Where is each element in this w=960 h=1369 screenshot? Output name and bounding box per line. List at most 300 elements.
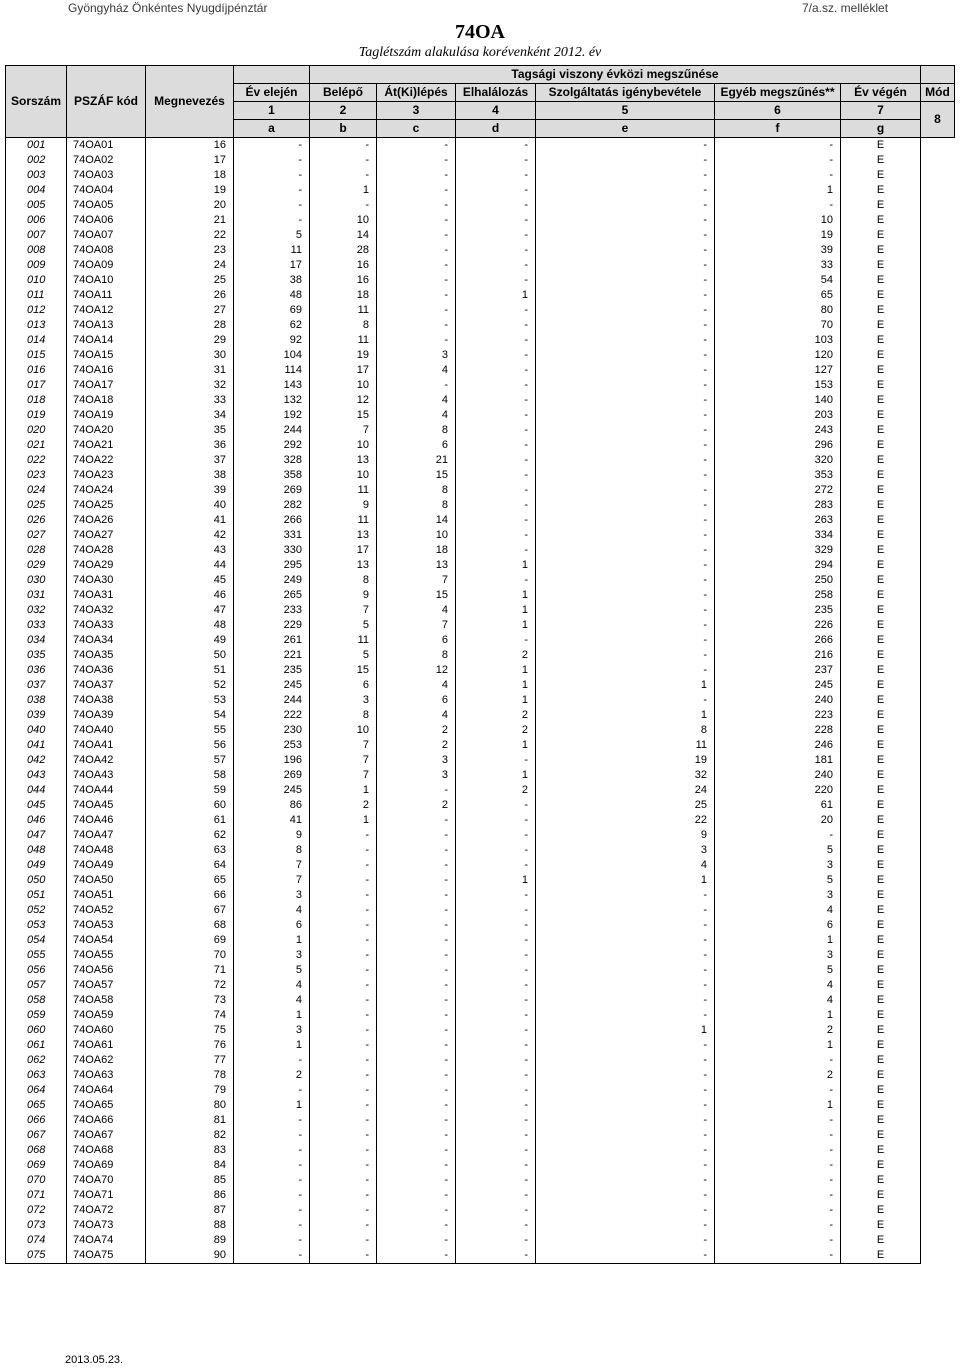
age-cell: 80	[146, 1098, 234, 1113]
belepo-cell: 8	[310, 573, 377, 588]
age-cell: 50	[146, 648, 234, 663]
pszaf-cell: 74OA28	[67, 543, 146, 558]
egyeb-cell: 3	[715, 858, 841, 873]
pszaf-cell: 74OA36	[67, 663, 146, 678]
sorszam-cell: 071	[6, 1188, 67, 1203]
pszaf-cell: 74OA56	[67, 963, 146, 978]
egyeb-cell: -	[715, 1188, 841, 1203]
ev-vegen-cell: E	[841, 1023, 921, 1038]
age-cell: 86	[146, 1188, 234, 1203]
sorszam-cell: 013	[6, 318, 67, 333]
table-row	[6, 783, 955, 798]
sorszam-cell: 015	[6, 348, 67, 363]
ev-vegen-cell: E	[841, 153, 921, 168]
table-row	[6, 1083, 955, 1098]
egyeb-cell: 203	[715, 408, 841, 423]
atkilepes-cell: -	[377, 1248, 456, 1264]
sorszam-cell: 035	[6, 648, 67, 663]
atkilepes-cell: -	[377, 1008, 456, 1023]
sorszam-cell: 006	[6, 213, 67, 228]
ev-vegen-cell: E	[841, 1068, 921, 1083]
elhalalozas-cell: -	[456, 828, 536, 843]
szolgaltatas-cell: -	[536, 963, 715, 978]
ev-elejen-cell: -	[234, 1053, 310, 1068]
table-row	[6, 753, 955, 768]
elhalalozas-cell: -	[456, 213, 536, 228]
table-row	[6, 693, 955, 708]
age-cell: 66	[146, 888, 234, 903]
elhalalozas-cell: -	[456, 513, 536, 528]
pszaf-cell: 74OA33	[67, 618, 146, 633]
table-row	[6, 648, 955, 663]
belepo-cell: 7	[310, 423, 377, 438]
age-cell: 31	[146, 363, 234, 378]
age-cell: 53	[146, 693, 234, 708]
belepo-cell: 19	[310, 348, 377, 363]
table-row	[6, 183, 955, 198]
atkilepes-cell: 4	[377, 408, 456, 423]
belepo-cell: 9	[310, 498, 377, 513]
atkilepes-cell: -	[377, 318, 456, 333]
pszaf-cell: 74OA15	[67, 348, 146, 363]
sorszam-cell: 011	[6, 288, 67, 303]
szolgaltatas-cell: 22	[536, 813, 715, 828]
age-cell: 81	[146, 1113, 234, 1128]
elhalalozas-cell: -	[456, 468, 536, 483]
egyeb-cell: 266	[715, 633, 841, 648]
ev-elejen-cell: 222	[234, 708, 310, 723]
age-cell: 76	[146, 1038, 234, 1053]
sorszam-cell: 008	[6, 243, 67, 258]
szolgaltatas-cell: -	[536, 558, 715, 573]
age-cell: 74	[146, 1008, 234, 1023]
ev-vegen-cell: E	[841, 678, 921, 693]
pszaf-cell: 74OA23	[67, 468, 146, 483]
belepo-cell: 7	[310, 603, 377, 618]
atkilepes-cell: 10	[377, 528, 456, 543]
ev-vegen-cell: E	[841, 948, 921, 963]
szolgaltatas-cell: 32	[536, 768, 715, 783]
sorszam-cell: 020	[6, 423, 67, 438]
pszaf-cell: 74OA71	[67, 1188, 146, 1203]
belepo-cell: 6	[310, 678, 377, 693]
atkilepes-cell: -	[377, 843, 456, 858]
age-cell: 83	[146, 1143, 234, 1158]
ev-vegen-cell: E	[841, 708, 921, 723]
atkilepes-cell: 15	[377, 588, 456, 603]
table-row	[6, 393, 955, 408]
age-cell: 71	[146, 963, 234, 978]
pszaf-cell: 74OA51	[67, 888, 146, 903]
table-row	[6, 1143, 955, 1158]
egyeb-cell: -	[715, 1128, 841, 1143]
sorszam-cell: 010	[6, 273, 67, 288]
szolgaltatas-cell: -	[536, 363, 715, 378]
szolgaltatas-cell: -	[536, 603, 715, 618]
sorszam-cell: 068	[6, 1143, 67, 1158]
table-row	[6, 1023, 955, 1038]
belepo-cell: -	[310, 1098, 377, 1113]
atkilepes-cell: 18	[377, 543, 456, 558]
table-row	[6, 378, 955, 393]
atkilepes-cell: 3	[377, 348, 456, 363]
egyeb-cell: 127	[715, 363, 841, 378]
ev-vegen-cell: E	[841, 483, 921, 498]
pszaf-cell: 74OA12	[67, 303, 146, 318]
pszaf-cell: 74OA45	[67, 798, 146, 813]
szolgaltatas-cell: 1	[536, 678, 715, 693]
elhalalozas-cell: -	[456, 1023, 536, 1038]
atkilepes-cell: -	[377, 813, 456, 828]
belepo-cell: 10	[310, 378, 377, 393]
ev-vegen-cell: E	[841, 903, 921, 918]
egyeb-cell: 80	[715, 303, 841, 318]
elhalalozas-cell: 1	[456, 558, 536, 573]
table-row	[6, 303, 955, 318]
elhalalozas-cell: -	[456, 1113, 536, 1128]
belepo-cell: -	[310, 948, 377, 963]
egyeb-cell: 320	[715, 453, 841, 468]
atkilepes-cell: -	[377, 963, 456, 978]
ev-elejen-cell: 7	[234, 858, 310, 873]
szolgaltatas-cell: -	[536, 528, 715, 543]
age-cell: 57	[146, 753, 234, 768]
header-egyeb: Egyéb megszűnés**	[715, 84, 841, 102]
belepo-cell: 13	[310, 453, 377, 468]
sorszam-cell: 033	[6, 618, 67, 633]
sorszam-cell: 032	[6, 603, 67, 618]
table-row	[6, 273, 955, 288]
ev-vegen-cell: E	[841, 603, 921, 618]
table-row	[6, 528, 955, 543]
atkilepes-cell: 4	[377, 708, 456, 723]
szolgaltatas-cell: 1	[536, 708, 715, 723]
age-cell: 46	[146, 588, 234, 603]
age-cell: 34	[146, 408, 234, 423]
egyeb-cell: -	[715, 1218, 841, 1233]
belepo-cell: -	[310, 1128, 377, 1143]
age-cell: 49	[146, 633, 234, 648]
age-cell: 38	[146, 468, 234, 483]
pszaf-cell: 74OA08	[67, 243, 146, 258]
sorszam-cell: 070	[6, 1173, 67, 1188]
egyeb-cell: -	[715, 828, 841, 843]
szolgaltatas-cell: -	[536, 468, 715, 483]
atkilepes-cell: -	[377, 378, 456, 393]
egyeb-cell: -	[715, 1113, 841, 1128]
atkilepes-cell: 4	[377, 393, 456, 408]
szolgaltatas-cell: 25	[536, 798, 715, 813]
belepo-cell: -	[310, 888, 377, 903]
egyeb-cell: -	[715, 1053, 841, 1068]
elhalalozas-cell: -	[456, 153, 536, 168]
table-row	[6, 918, 955, 933]
ev-elejen-cell: -	[234, 1128, 310, 1143]
age-cell: 43	[146, 543, 234, 558]
ev-elejen-cell: 62	[234, 318, 310, 333]
sorszam-cell: 073	[6, 1218, 67, 1233]
egyeb-cell: 258	[715, 588, 841, 603]
egyeb-cell: 220	[715, 783, 841, 798]
atkilepes-cell: -	[377, 198, 456, 213]
ev-elejen-cell: 5	[234, 228, 310, 243]
belepo-cell: -	[310, 1173, 377, 1188]
atkilepes-cell: -	[377, 783, 456, 798]
szolgaltatas-cell: 9	[536, 828, 715, 843]
egyeb-cell: 240	[715, 693, 841, 708]
age-cell: 58	[146, 768, 234, 783]
egyeb-cell: 2	[715, 1023, 841, 1038]
pszaf-cell: 74OA75	[67, 1248, 146, 1264]
atkilepes-cell: 8	[377, 648, 456, 663]
belepo-cell: -	[310, 138, 377, 154]
sorszam-cell: 074	[6, 1233, 67, 1248]
belepo-cell: 13	[310, 528, 377, 543]
ev-vegen-cell: E	[841, 273, 921, 288]
pszaf-cell: 74OA07	[67, 228, 146, 243]
age-cell: 65	[146, 873, 234, 888]
pszaf-cell: 74OA13	[67, 318, 146, 333]
egyeb-cell: 4	[715, 903, 841, 918]
sorszam-cell: 038	[6, 693, 67, 708]
age-cell: 59	[146, 783, 234, 798]
sorszam-cell: 061	[6, 1038, 67, 1053]
pszaf-cell: 74OA01	[67, 138, 146, 154]
szolgaltatas-cell: -	[536, 228, 715, 243]
ev-elejen-cell: -	[234, 138, 310, 154]
atkilepes-cell: -	[377, 1053, 456, 1068]
sorszam-cell: 012	[6, 303, 67, 318]
egyeb-cell: 223	[715, 708, 841, 723]
atkilepes-cell: -	[377, 1203, 456, 1218]
pszaf-cell: 74OA17	[67, 378, 146, 393]
ev-elejen-cell: 38	[234, 273, 310, 288]
belepo-cell: 8	[310, 708, 377, 723]
table-row	[6, 258, 955, 273]
egyeb-cell: 235	[715, 603, 841, 618]
sorszam-cell: 014	[6, 333, 67, 348]
table-row	[6, 543, 955, 558]
header-num-5: 5	[536, 102, 715, 120]
table-row	[6, 243, 955, 258]
atkilepes-cell: -	[377, 183, 456, 198]
age-cell: 35	[146, 423, 234, 438]
ev-vegen-cell: E	[841, 1173, 921, 1188]
szolgaltatas-cell: 11	[536, 738, 715, 753]
ev-elejen-cell: 331	[234, 528, 310, 543]
egyeb-cell: 20	[715, 813, 841, 828]
sorszam-cell: 009	[6, 258, 67, 273]
pszaf-cell: 74OA25	[67, 498, 146, 513]
ev-vegen-cell: E	[841, 828, 921, 843]
elhalalozas-cell: -	[456, 408, 536, 423]
pszaf-cell: 74OA20	[67, 423, 146, 438]
sorszam-cell: 069	[6, 1158, 67, 1173]
egyeb-cell: 2	[715, 1068, 841, 1083]
sorszam-cell: 046	[6, 813, 67, 828]
belepo-cell: -	[310, 993, 377, 1008]
belepo-cell: 7	[310, 738, 377, 753]
ev-vegen-cell: E	[841, 753, 921, 768]
szolgaltatas-cell: -	[536, 933, 715, 948]
ev-vegen-cell: E	[841, 168, 921, 183]
belepo-cell: -	[310, 843, 377, 858]
szolgaltatas-cell: -	[536, 318, 715, 333]
sorszam-cell: 039	[6, 708, 67, 723]
ev-elejen-cell: 132	[234, 393, 310, 408]
elhalalozas-cell: -	[456, 363, 536, 378]
szolgaltatas-cell: -	[536, 618, 715, 633]
sorszam-cell: 040	[6, 723, 67, 738]
atkilepes-cell: -	[377, 1098, 456, 1113]
age-cell: 61	[146, 813, 234, 828]
sorszam-cell: 007	[6, 228, 67, 243]
szolgaltatas-cell: -	[536, 918, 715, 933]
ev-elejen-cell: 2	[234, 1068, 310, 1083]
header-num-6: 6	[715, 102, 841, 120]
sorszam-cell: 064	[6, 1083, 67, 1098]
elhalalozas-cell: -	[456, 798, 536, 813]
egyeb-cell: 19	[715, 228, 841, 243]
sorszam-cell: 019	[6, 408, 67, 423]
table-row	[6, 498, 955, 513]
footer-date: 2013.05.23.	[65, 1354, 124, 1366]
sorszam-cell: 052	[6, 903, 67, 918]
table-row	[6, 903, 955, 918]
table-row	[6, 828, 955, 843]
header-letter-g: g	[841, 120, 921, 138]
pszaf-cell: 74OA21	[67, 438, 146, 453]
szolgaltatas-cell: -	[536, 303, 715, 318]
ev-vegen-cell: E	[841, 393, 921, 408]
egyeb-cell: 1	[715, 933, 841, 948]
szolgaltatas-cell: 3	[536, 843, 715, 858]
elhalalozas-cell: -	[456, 303, 536, 318]
ev-elejen-cell: 9	[234, 828, 310, 843]
belepo-cell: -	[310, 1083, 377, 1098]
age-cell: 67	[146, 903, 234, 918]
age-cell: 30	[146, 348, 234, 363]
belepo-cell: -	[310, 1218, 377, 1233]
ev-elejen-cell: -	[234, 213, 310, 228]
egyeb-cell: 10	[715, 213, 841, 228]
ev-elejen-cell: -	[234, 198, 310, 213]
ev-elejen-cell: 3	[234, 1023, 310, 1038]
ev-elejen-cell: 295	[234, 558, 310, 573]
egyeb-cell: -	[715, 168, 841, 183]
belepo-cell: 11	[310, 633, 377, 648]
belepo-cell: 11	[310, 303, 377, 318]
elhalalozas-cell: 2	[456, 783, 536, 798]
belepo-cell: -	[310, 1188, 377, 1203]
ev-vegen-cell: E	[841, 918, 921, 933]
szolgaltatas-cell: -	[536, 348, 715, 363]
belepo-cell: 10	[310, 213, 377, 228]
pszaf-cell: 74OA35	[67, 648, 146, 663]
table-row	[6, 423, 955, 438]
pszaf-cell: 74OA40	[67, 723, 146, 738]
szolgaltatas-cell: -	[536, 888, 715, 903]
atkilepes-cell: -	[377, 333, 456, 348]
sorszam-cell: 021	[6, 438, 67, 453]
belepo-cell: -	[310, 1053, 377, 1068]
egyeb-cell: 245	[715, 678, 841, 693]
ev-elejen-cell: -	[234, 1113, 310, 1128]
age-cell: 54	[146, 708, 234, 723]
szolgaltatas-cell: 1	[536, 1023, 715, 1038]
egyeb-cell: 240	[715, 768, 841, 783]
age-cell: 27	[146, 303, 234, 318]
ev-elejen-cell: 5	[234, 963, 310, 978]
szolgaltatas-cell: -	[536, 693, 715, 708]
atkilepes-cell: -	[377, 1038, 456, 1053]
egyeb-cell: 33	[715, 258, 841, 273]
ev-elejen-cell: 196	[234, 753, 310, 768]
header-num-3: 3	[377, 102, 456, 120]
age-cell: 56	[146, 738, 234, 753]
elhalalozas-cell: -	[456, 1008, 536, 1023]
header-num-4: 4	[456, 102, 536, 120]
ev-vegen-cell: E	[841, 558, 921, 573]
pszaf-cell: 74OA22	[67, 453, 146, 468]
szolgaltatas-cell: -	[536, 1203, 715, 1218]
age-cell: 47	[146, 603, 234, 618]
ev-elejen-cell: -	[234, 1218, 310, 1233]
belepo-cell: -	[310, 933, 377, 948]
ev-vegen-cell: E	[841, 858, 921, 873]
age-cell: 89	[146, 1233, 234, 1248]
ev-elejen-cell: 269	[234, 483, 310, 498]
szolgaltatas-cell: -	[536, 903, 715, 918]
elhalalozas-cell: 1	[456, 663, 536, 678]
age-cell: 77	[146, 1053, 234, 1068]
szolgaltatas-cell: -	[536, 513, 715, 528]
pszaf-cell: 74OA30	[67, 573, 146, 588]
belepo-cell: -	[310, 858, 377, 873]
elhalalozas-cell: 1	[456, 288, 536, 303]
szolgaltatas-cell: -	[536, 453, 715, 468]
szolgaltatas-cell: -	[536, 1248, 715, 1264]
atkilepes-cell: -	[377, 828, 456, 843]
elhalalozas-cell: -	[456, 333, 536, 348]
ev-vegen-cell: E	[841, 1233, 921, 1248]
pszaf-cell: 74OA52	[67, 903, 146, 918]
age-cell: 17	[146, 153, 234, 168]
belepo-cell: 17	[310, 363, 377, 378]
egyeb-cell: 4	[715, 978, 841, 993]
ev-vegen-cell: E	[841, 1113, 921, 1128]
elhalalozas-cell: -	[456, 198, 536, 213]
atkilepes-cell: 7	[377, 573, 456, 588]
atkilepes-cell: -	[377, 288, 456, 303]
header-empty-top	[234, 66, 310, 84]
pszaf-cell: 74OA62	[67, 1053, 146, 1068]
header-szolgaltatas: Szolgáltatás igénybevétele	[536, 84, 715, 102]
sorszam-cell: 048	[6, 843, 67, 858]
age-cell: 25	[146, 273, 234, 288]
pszaf-cell: 74OA43	[67, 768, 146, 783]
elhalalozas-cell: -	[456, 228, 536, 243]
pszaf-cell: 74OA67	[67, 1128, 146, 1143]
ev-vegen-cell: E	[841, 1008, 921, 1023]
age-cell: 75	[146, 1023, 234, 1038]
belepo-cell: -	[310, 1158, 377, 1173]
table-row	[6, 933, 955, 948]
ev-elejen-cell: 4	[234, 978, 310, 993]
egyeb-cell: 243	[715, 423, 841, 438]
szolgaltatas-cell: -	[536, 1158, 715, 1173]
szolgaltatas-cell: -	[536, 1098, 715, 1113]
